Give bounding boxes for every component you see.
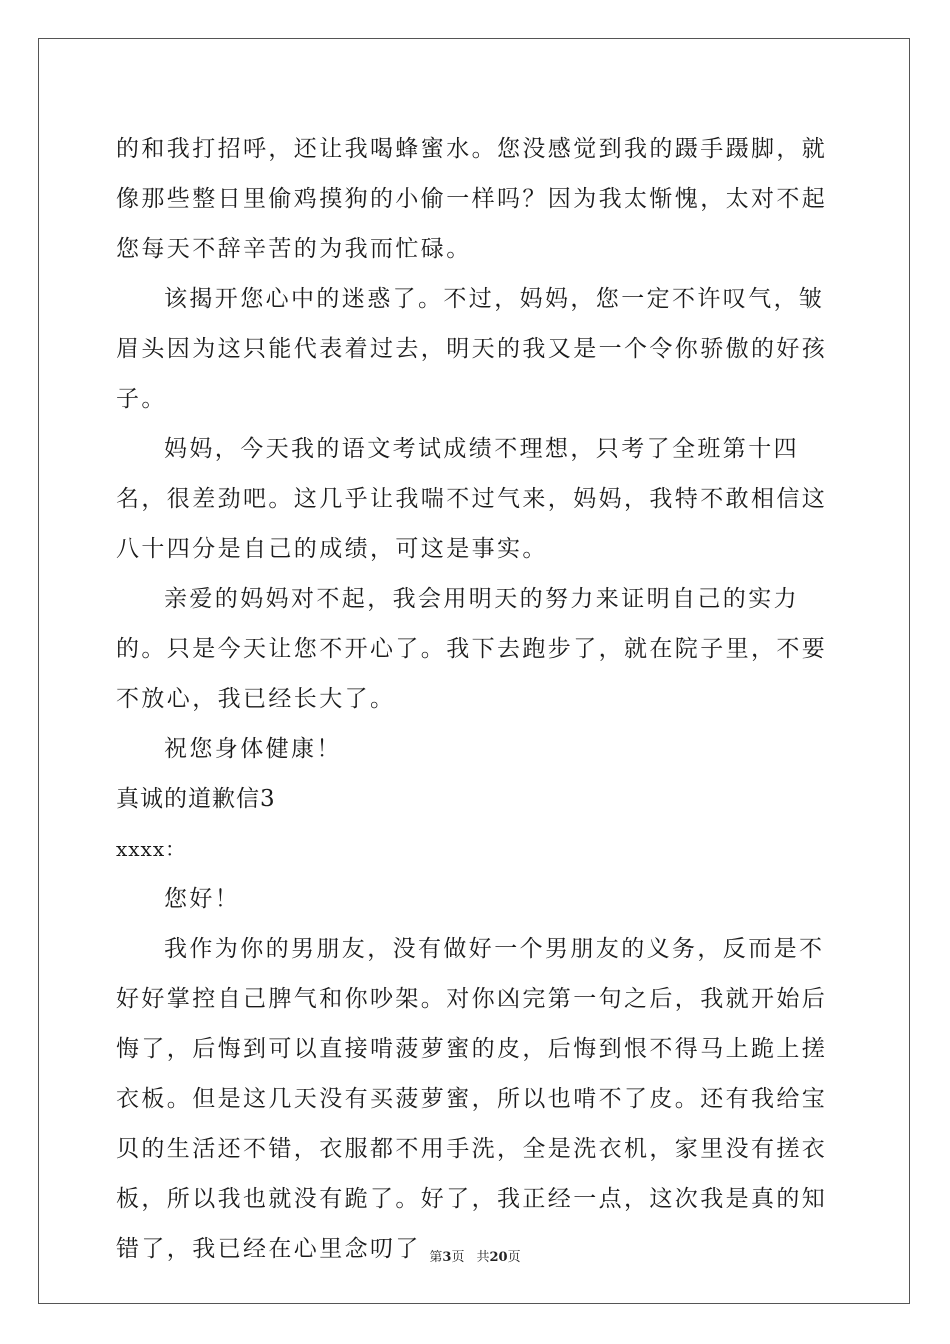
total-suffix: 页 <box>507 1250 521 1265</box>
page-prefix: 第 <box>429 1250 443 1265</box>
total-prefix: 共 <box>476 1250 490 1265</box>
document-body <box>116 124 836 1274</box>
page-suffix: 页 <box>451 1250 465 1265</box>
page-total: 20 <box>489 1250 508 1265</box>
paragraph-continued: 的和我打招呼，还让我喝蜂蜜水。您没感觉到我的蹑手蹑脚，就像那些整日里偷鸡摸狗的小偷一样吗？因为我太惭愧，太对不起您每天不辞辛苦的为我而忙碌。 <box>116 136 828 262</box>
greeting: 您好！ <box>164 886 241 912</box>
closing-wish: 祝您身体健康！ <box>164 736 342 762</box>
page-current: 3 <box>442 1250 452 1265</box>
paragraph: 亲爱的妈妈对不起，我会用明天的努力来证明自己的实力的。只是今天让您不开心了。我下去跑步了，就在院子里，不要不放心，我已经长大了。 <box>116 586 828 712</box>
paragraph: 妈妈，今天我的语文考试成绩不理想，只考了全班第十四名，很差劲吧。这几乎让我喘不过气来，妈妈，我特不敢相信这八十四分是自己的成绩，可这是事实。 <box>116 436 828 562</box>
section-title: 真诚的道歉信3 <box>116 786 276 812</box>
letter-body-paragraph: 我作为你的男朋友，没有做好一个男朋友的义务，反而是不好好掌控自己脾气和你吵架。对你凶完第一句之后，我就开始后悔了，后悔到可以直接啃菠萝蜜的皮，后悔到恨不得马上跪上搓衣板。但是这几天没有买菠萝蜜，所以也啃不了皮。还有我给宝贝的生活还不错，衣服都不用手洗，全是洗衣机，家里没有搓衣板，所以我也就没有跪了。好了，我正经一点，这次我是真的知错了，我已经在心里念叨了 <box>116 936 828 1262</box>
paragraph: 该揭开您心中的迷惑了。不过，妈妈，您一定不许叹气，皱眉头因为这只能代表着过去，明天的我又是一个令你骄傲的好孩子。 <box>116 286 828 412</box>
page-footer <box>0 1246 950 1265</box>
salutation: xxxx： <box>116 837 187 861</box>
